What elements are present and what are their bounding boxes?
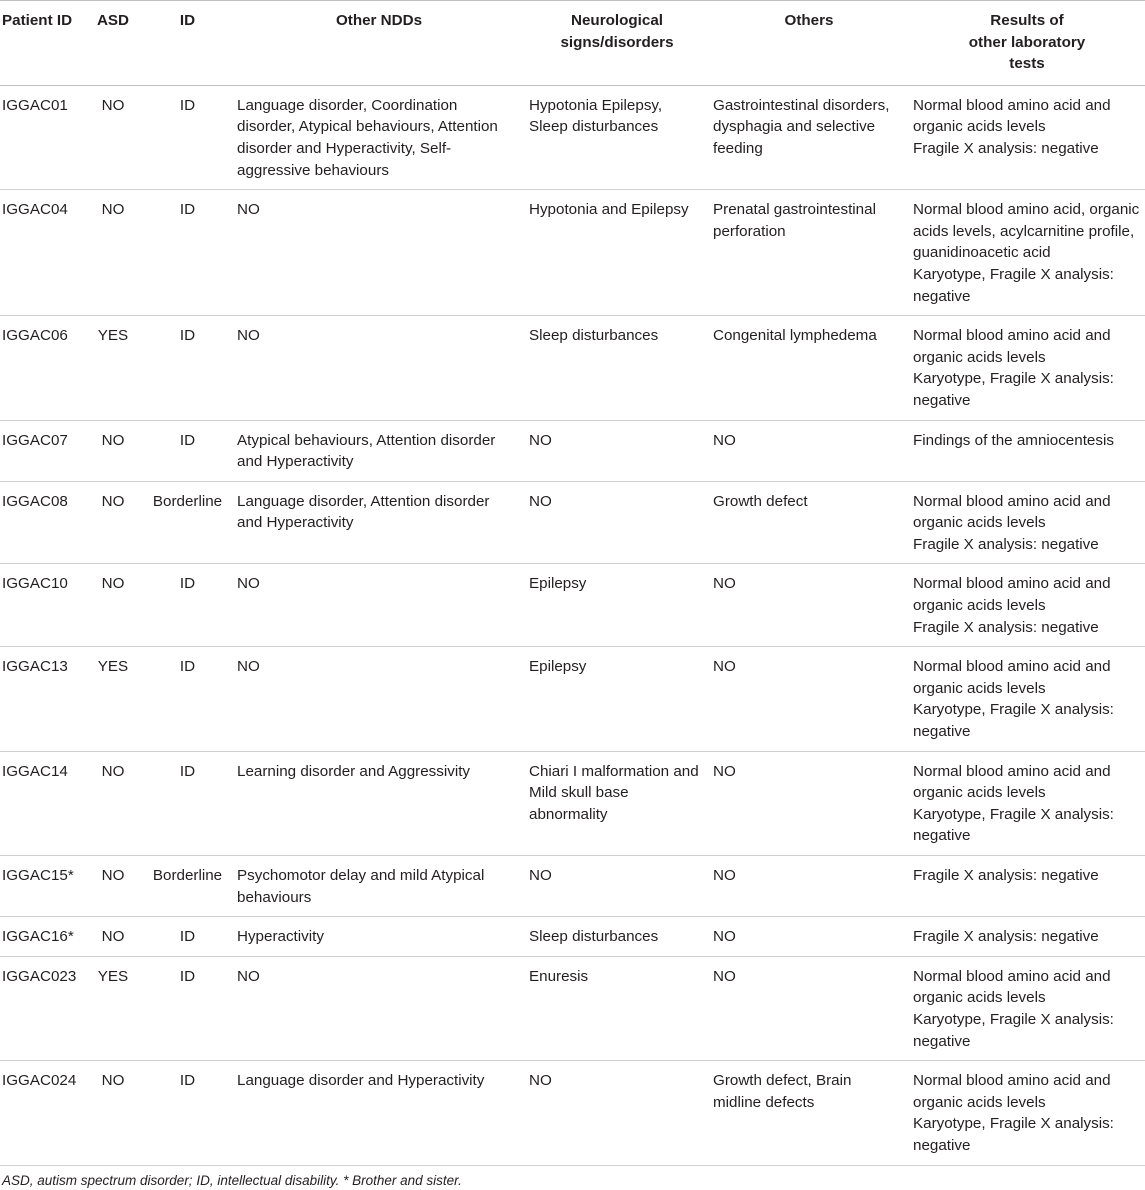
cell-others — [709, 751, 909, 855]
header-asd: ASD — [84, 1, 142, 86]
cell-line: feeding — [713, 139, 763, 157]
cell-line: aggressive behaviours — [237, 161, 389, 179]
cell-patient-id: IGGAC08 — [0, 481, 84, 564]
cell-line: Fragile X analysis: negative — [913, 535, 1099, 553]
cell-line: organic acids levels — [913, 989, 1046, 1007]
cell-patient-id: IGGAC10 — [0, 564, 84, 647]
cell-results — [909, 316, 1145, 420]
cell-id: Borderline — [142, 856, 233, 917]
cell-line: Sleep disturbances — [529, 118, 659, 136]
cell-line: Fragile X analysis: negative — [913, 928, 1099, 946]
cell-line: NO — [529, 1072, 552, 1090]
cell-line: Epilepsy — [529, 658, 587, 676]
cell-line: Atypical behaviours, Attention disorder — [237, 431, 496, 449]
cell-neurological — [525, 917, 709, 957]
cell-id: Borderline — [142, 481, 233, 564]
cell-line: Normal blood amino acid and — [913, 492, 1111, 510]
header-line: Results of — [990, 12, 1064, 29]
cell-neurological — [525, 856, 709, 917]
cell-other-ndds — [233, 564, 525, 647]
cell-line: organic acids levels — [913, 784, 1046, 802]
table-row — [0, 1061, 1145, 1165]
cell-line: Chiari I malformation and — [529, 762, 699, 780]
cell-others — [709, 420, 909, 481]
cell-other-ndds — [233, 481, 525, 564]
cell-line: Normal blood amino acid and — [913, 658, 1111, 676]
cell-patient-id: IGGAC07 — [0, 420, 84, 481]
cell-other-ndds — [233, 420, 525, 481]
cell-line: Findings of the amniocentesis — [913, 431, 1114, 449]
cell-line: Karyotype, Fragile X analysis: — [913, 701, 1114, 719]
cell-line: and Hyperactivity — [237, 514, 354, 532]
table-body — [0, 85, 1145, 1165]
cell-line: organic acids levels — [913, 597, 1046, 615]
cell-line: Sleep disturbances — [529, 928, 659, 946]
cell-line: Karyotype, Fragile X analysis: — [913, 805, 1114, 823]
cell-line: NO — [713, 575, 736, 593]
cell-others — [709, 85, 909, 189]
cell-line: NO — [713, 928, 736, 946]
cell-line: NO — [713, 658, 736, 676]
cell-line: Language disorder, Coordination — [237, 96, 458, 114]
header-line: signs/disorders — [560, 33, 674, 51]
cell-line: negative — [913, 1032, 971, 1050]
cell-line: NO — [237, 658, 260, 676]
cell-line: organic acids levels — [913, 118, 1046, 136]
cell-line: negative — [913, 1136, 971, 1154]
cell-results — [909, 481, 1145, 564]
cell-line: Normal blood amino acid and — [913, 967, 1111, 985]
header-line: Neurological — [571, 12, 663, 29]
cell-line: Normal blood amino acid and — [913, 327, 1111, 345]
header-results — [909, 1, 1145, 86]
cell-line: NO — [237, 201, 260, 219]
cell-line: Learning disorder and Aggressivity — [237, 762, 471, 780]
cell-neurological — [525, 190, 709, 316]
cell-id: ID — [142, 956, 233, 1060]
cell-other-ndds — [233, 1061, 525, 1165]
cell-line: Congenital lymphedema — [713, 327, 877, 345]
cell-other-ndds — [233, 85, 525, 189]
cell-results — [909, 564, 1145, 647]
cell-line: Prenatal gastrointestinal — [713, 201, 876, 219]
cell-neurological — [525, 751, 709, 855]
cell-line: behaviours — [237, 888, 312, 906]
cell-asd: NO — [84, 190, 142, 316]
cell-line: Karyotype, Fragile X analysis: — [913, 265, 1114, 283]
cell-line: negative — [913, 287, 971, 305]
cell-line: NO — [529, 492, 552, 510]
cell-patient-id: IGGAC06 — [0, 316, 84, 420]
cell-asd: YES — [84, 316, 142, 420]
table-header — [0, 1, 1145, 86]
cell-patient-id: IGGAC023 — [0, 956, 84, 1060]
cell-line: Enuresis — [529, 967, 589, 985]
cell-line: Growth defect, Brain — [713, 1072, 852, 1090]
cell-neurological — [525, 316, 709, 420]
cell-id: ID — [142, 420, 233, 481]
cell-line: Language disorder and Hyperactivity — [237, 1072, 485, 1090]
cell-line: midline defects — [713, 1093, 815, 1111]
table-row — [0, 647, 1145, 751]
cell-line: Hypotonia Epilepsy, — [529, 96, 663, 114]
cell-line: perforation — [713, 222, 786, 240]
header-id: ID — [142, 1, 233, 86]
cell-other-ndds — [233, 190, 525, 316]
cell-line: Karyotype, Fragile X analysis: — [913, 1115, 1114, 1133]
table-row — [0, 481, 1145, 564]
table-row — [0, 956, 1145, 1060]
header-others: Others — [709, 1, 909, 86]
cell-id: ID — [142, 316, 233, 420]
cell-asd: NO — [84, 856, 142, 917]
cell-others — [709, 1061, 909, 1165]
cell-results — [909, 956, 1145, 1060]
cell-line: organic acids levels — [913, 348, 1046, 366]
cell-line: Gastrointestinal disorders, — [713, 96, 890, 114]
cell-line: NO — [713, 867, 736, 884]
cell-other-ndds — [233, 917, 525, 957]
cell-line: and Hyperactivity — [237, 453, 354, 471]
cell-line: dysphagia and selective — [713, 118, 876, 136]
cell-line: Karyotype, Fragile X analysis: — [913, 1010, 1114, 1028]
cell-others — [709, 481, 909, 564]
table-row — [0, 917, 1145, 957]
cell-id: ID — [142, 1061, 233, 1165]
cell-neurological — [525, 956, 709, 1060]
cell-line: NO — [713, 431, 736, 449]
cell-id: ID — [142, 85, 233, 189]
cell-line: Normal blood amino acid and — [913, 96, 1111, 114]
cell-line: organic acids levels — [913, 1093, 1046, 1111]
header-line: tests — [1009, 55, 1045, 73]
cell-asd: NO — [84, 751, 142, 855]
cell-id: ID — [142, 647, 233, 751]
table-row — [0, 751, 1145, 855]
cell-line: NO — [237, 327, 260, 345]
cell-line: organic acids levels — [913, 679, 1046, 697]
cell-patient-id: IGGAC024 — [0, 1061, 84, 1165]
cell-line: organic acids levels — [913, 514, 1046, 532]
cell-patient-id: IGGAC13 — [0, 647, 84, 751]
cell-line: Hyperactivity — [237, 928, 324, 946]
cell-line: acids levels, acylcarnitine profile, — [913, 222, 1135, 240]
cell-other-ndds — [233, 956, 525, 1060]
cell-results — [909, 751, 1145, 855]
cell-patient-id: IGGAC01 — [0, 85, 84, 189]
table-row — [0, 564, 1145, 647]
cell-line: Normal blood amino acid and — [913, 1072, 1111, 1090]
cell-neurological — [525, 85, 709, 189]
cell-other-ndds — [233, 856, 525, 917]
cell-patient-id: IGGAC16* — [0, 917, 84, 957]
cell-id: ID — [142, 564, 233, 647]
cell-id: ID — [142, 751, 233, 855]
cell-patient-id: IGGAC04 — [0, 190, 84, 316]
cell-line: Hypotonia and Epilepsy — [529, 201, 689, 219]
table-row — [0, 856, 1145, 917]
cell-asd: NO — [84, 85, 142, 189]
cell-results — [909, 190, 1145, 316]
cell-line: Growth defect — [713, 492, 808, 510]
cell-line: NO — [529, 867, 552, 884]
cell-results — [909, 917, 1145, 957]
cell-others — [709, 564, 909, 647]
cell-line: Fragile X analysis: negative — [913, 618, 1099, 636]
header-patient-id: Patient ID — [0, 1, 84, 86]
cell-line: Karyotype, Fragile X analysis: — [913, 370, 1114, 388]
cell-asd: NO — [84, 481, 142, 564]
cell-line: Normal blood amino acid, organic — [913, 201, 1140, 219]
cell-other-ndds — [233, 316, 525, 420]
cell-line: negative — [913, 391, 971, 409]
cell-asd: NO — [84, 917, 142, 957]
cell-patient-id: IGGAC15* — [0, 856, 84, 917]
cell-line: Fragile X analysis: negative — [913, 139, 1099, 157]
cell-neurological — [525, 564, 709, 647]
cell-line: abnormality — [529, 805, 608, 823]
cell-line: NO — [529, 431, 552, 449]
cell-other-ndds — [233, 647, 525, 751]
table-row — [0, 420, 1145, 481]
header-neurological — [525, 1, 709, 86]
cell-results — [909, 856, 1145, 917]
cell-neurological — [525, 481, 709, 564]
cell-asd: NO — [84, 420, 142, 481]
table-row — [0, 190, 1145, 316]
cell-neurological — [525, 1061, 709, 1165]
cell-results — [909, 647, 1145, 751]
cell-line: disorder, Atypical behaviours, Attention — [237, 118, 498, 136]
cell-results — [909, 85, 1145, 189]
header-other-ndds: Other NDDs — [233, 1, 525, 86]
cell-line: negative — [913, 827, 971, 845]
cell-others — [709, 917, 909, 957]
table-row — [0, 85, 1145, 189]
cell-id: ID — [142, 190, 233, 316]
cell-line: Epilepsy — [529, 575, 587, 593]
cell-asd: YES — [84, 956, 142, 1060]
cell-others — [709, 316, 909, 420]
header-line: other laboratory — [968, 33, 1086, 51]
cell-line: NO — [713, 762, 736, 780]
cell-neurological — [525, 420, 709, 481]
cell-line: Sleep disturbances — [529, 327, 659, 345]
table-row — [0, 316, 1145, 420]
header-row — [0, 1, 1145, 86]
cell-line: Mild skull base — [529, 784, 629, 802]
cell-other-ndds — [233, 751, 525, 855]
cell-line: NO — [237, 575, 260, 593]
cell-line: Normal blood amino acid and — [913, 762, 1111, 780]
cell-results — [909, 420, 1145, 481]
cell-asd: NO — [84, 564, 142, 647]
table-footnote: ASD, autism spectrum disorder; ID, intellectual disability. * Brother and sister. — [2, 1172, 462, 1188]
cell-line: Psychomotor delay and mild Atypical — [237, 867, 485, 884]
cell-others — [709, 856, 909, 917]
cell-line: NO — [237, 967, 260, 985]
cell-asd: NO — [84, 1061, 142, 1165]
cell-others — [709, 956, 909, 1060]
cell-patient-id: IGGAC14 — [0, 751, 84, 855]
cell-line: disorder and Hyperactivity, Self- — [237, 139, 452, 157]
cell-others — [709, 647, 909, 751]
cell-id: ID — [142, 917, 233, 957]
cell-line: Language disorder, Attention disorder — [237, 492, 490, 510]
cell-neurological — [525, 647, 709, 751]
cell-others — [709, 190, 909, 316]
cell-line: guanidinoacetic acid — [913, 244, 1051, 262]
cell-line: NO — [713, 967, 736, 985]
cell-asd: YES — [84, 647, 142, 751]
cell-results — [909, 1061, 1145, 1165]
cell-line: Normal blood amino acid and — [913, 575, 1111, 593]
cell-line: Fragile X analysis: negative — [913, 867, 1099, 884]
cell-line: negative — [913, 723, 971, 741]
